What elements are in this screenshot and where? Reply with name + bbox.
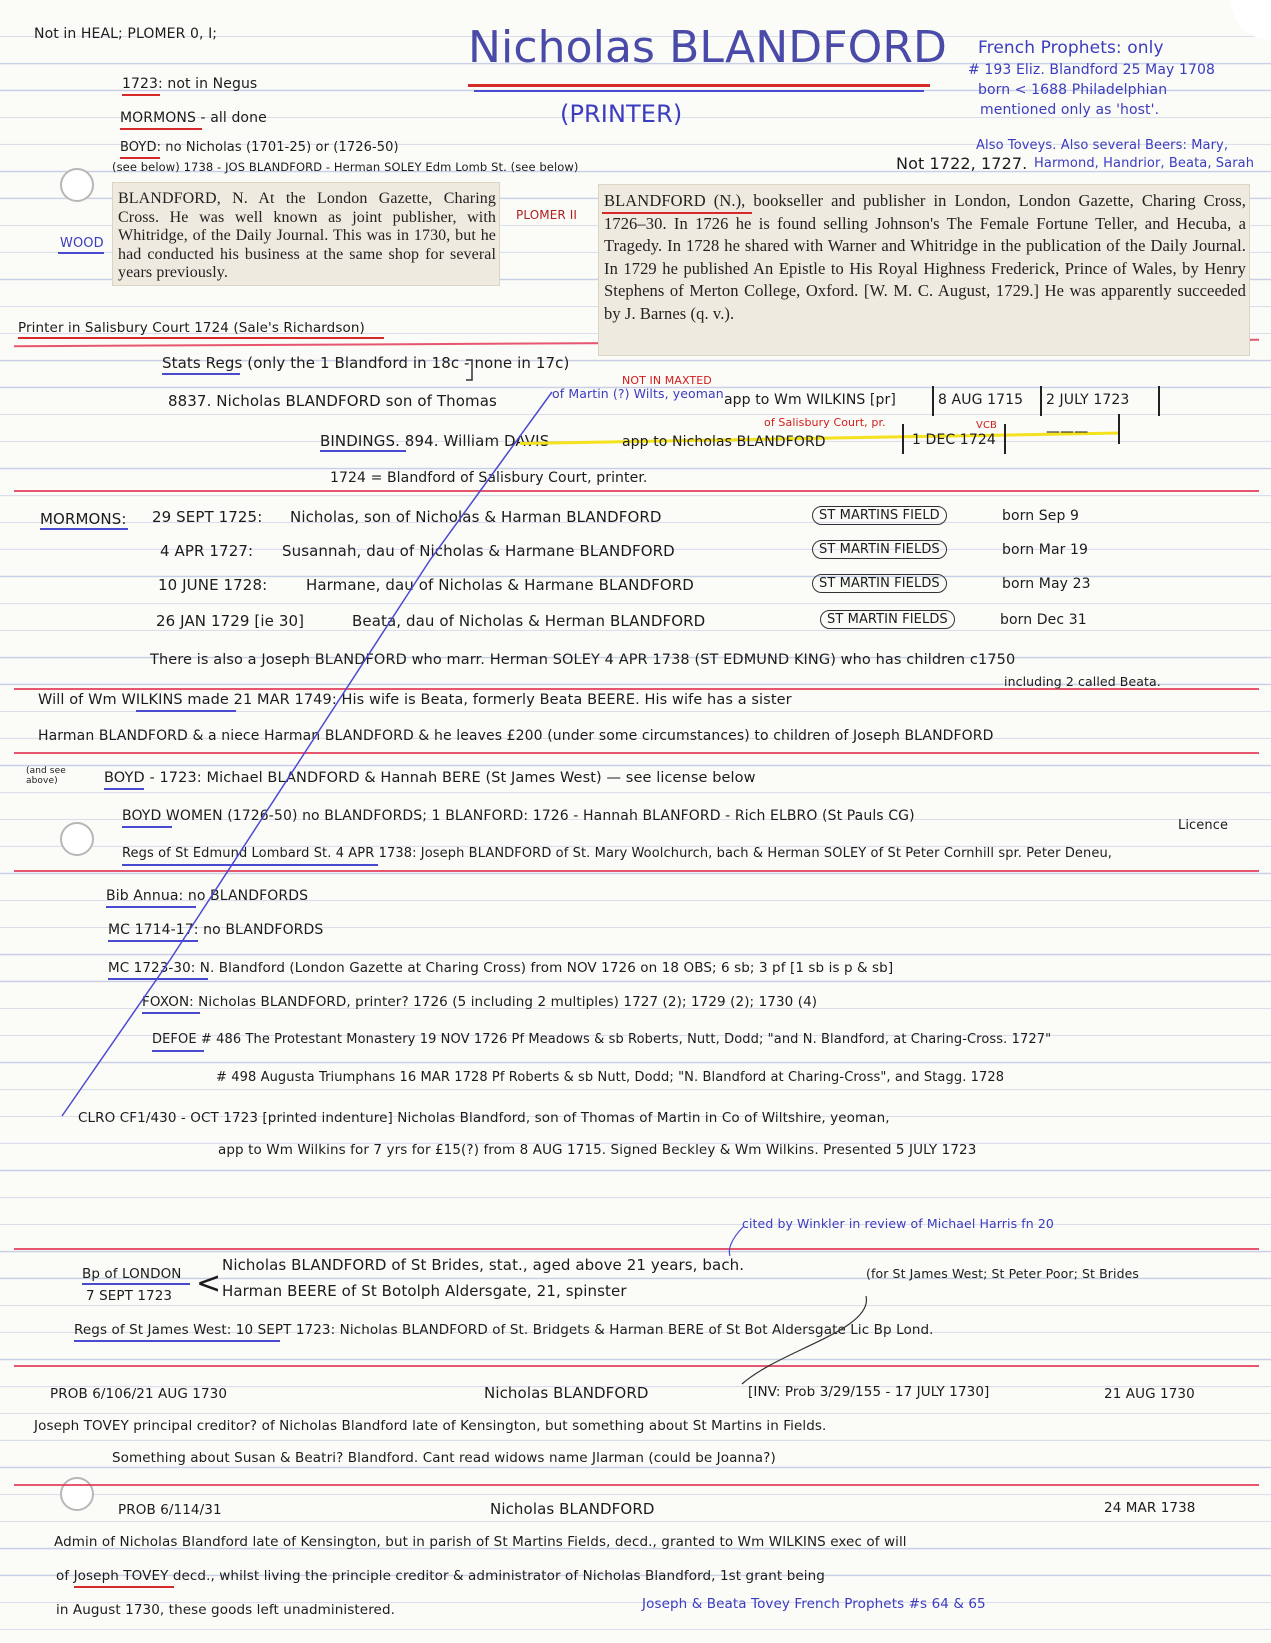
clro-line-2: app to Wm Wilkins for 7 yrs for £15(?) from 8 AUG 1715. Signed Beckley & Wm Wilkins. Presented 5 JULY 1723 <box>218 1142 977 1158</box>
clro-line-1: CLRO CF1/430 - OCT 1723 [printed indenture] Nicholas Blandford, son of Thomas of Martin in Co of Wiltshire, yeoman, <box>78 1110 890 1126</box>
bindings-dash: ——— <box>1046 424 1089 440</box>
prob1-line-2: Something about Susan & Beatri? Blandford. Cant read widows name Jlarman (could be Joanna?) <box>112 1450 776 1466</box>
mormon-row-3-place: ST MARTIN FIELDS <box>812 574 947 593</box>
stats-row1-date-2: 2 JULY 1723 <box>1046 392 1130 408</box>
mormon-row-4-born: born Dec 31 <box>1000 612 1087 628</box>
mormon-row-1-place: ST MARTINS FIELD <box>812 506 947 525</box>
plomer-label: PLOMER II <box>516 208 578 222</box>
wood-clipping-text: BLANDFORD, N. At the London Gazette, Charing Cross. He was well known as joint publisher, with Whitridge, of the Daily Journal. This was in 1730, but he had conducted his business at the same shop for several years previously. <box>118 190 496 281</box>
also-names-note: Harmond, Handrior, Beata, Sarah <box>1034 156 1255 171</box>
bib-annua-line: Bib Annua: no BLANDFORDS <box>106 888 309 904</box>
prob1-ref: PROB 6/106/21 AUG 1730 <box>50 1386 228 1402</box>
prob2-tovey-note: Joseph & Beata Tovey French Prophets #s 64 & 65 <box>642 1596 986 1612</box>
mormon-row-1-text: Nicholas, son of Nicholas & Harman BLANDFORD <box>290 508 662 526</box>
page-subtitle: (PRINTER) <box>560 100 683 128</box>
boyd-1723-line: BOYD - 1723: Michael BLANDFORD & Hannah BERE (St James West) — see license below <box>104 770 756 786</box>
boyd-women-line: BOYD WOMEN (1726-50) no BLANDFORDS; 1 BLANFORD: 1726 - Hannah BLANFORD - Rich ELBRO (St Pauls CG) <box>122 808 915 824</box>
bindings-vcb: VCB <box>976 420 997 431</box>
french-prophets-line-3: born < 1688 Philadelphian <box>978 82 1168 98</box>
mc1714-line: MC 1714-17: no BLANDFORDS <box>108 922 324 938</box>
bindings-insert: of Salisbury Court, pr. <box>764 416 886 429</box>
stats-row1-apprentice: app to Wm WILKINS [pr] <box>724 392 896 408</box>
bp-london-brace: < <box>196 1266 222 1301</box>
french-prophets-line-2: # 193 Eliz. Blandford 25 May 1708 <box>968 62 1215 78</box>
bp-london-line-2: Harman BEERE of St Botolph Aldersgate, 21, spinster <box>222 1282 627 1300</box>
mormon-row-1-born: born Sep 9 <box>1002 508 1080 524</box>
will-line-2: Harman BLANDFORD & a niece Harman BLANDFORD & he leaves £200 (under some circumstances) to children of Joseph BLANDFORD <box>38 728 994 744</box>
see-below-note: (see below) 1738 - JOS BLANDFORD - Herman SOLEY Edm Lomb St. (see below) <box>112 160 579 174</box>
mormon-row-4-place: ST MARTIN FIELDS <box>820 610 955 629</box>
french-prophets-heading: French Prophets: only <box>978 38 1164 58</box>
bindings-entry: BINDINGS. 894. William DAVIS <box>320 432 550 450</box>
prob2-line-1: Admin of Nicholas Blandford late of Kensington, but in parish of St Martins Fields, decd., granted to Wm WILKINS exec of will <box>54 1534 907 1550</box>
stats-row1-date-1: 8 AUG 1715 <box>938 392 1024 408</box>
not-years-note: Not 1722, 1727. <box>896 154 1028 173</box>
page-title: Nicholas BLANDFORD <box>468 22 948 73</box>
mc1723-line: MC 1723-30: N. Blandford (London Gazette at Charing Cross) from NOV 1726 on 18 OBS; 6 sb; 3 pf [1 sb is p & sb] <box>108 960 894 976</box>
regs-james-line: Regs of St James West: 10 SEPT 1723: Nicholas BLANDFORD of St. Bridgets & Harman BERE of St Bot Aldersgate Lic Bp Lond. <box>74 1322 934 1338</box>
licence-note: Licence <box>1178 818 1229 833</box>
stats-regs-heading: Stats Regs (only the 1 Blandford in 18c - none in 17c) <box>162 354 570 372</box>
also-toveys-note: Also Toveys. Also several Beers: Mary, <box>976 138 1229 153</box>
stats-row1-entry: 8837. Nicholas BLANDFORD son of Thomas <box>168 392 497 410</box>
mormon-row-4-date: 26 JAN 1729 [ie 30] <box>156 612 305 630</box>
will-line-1: Will of Wm WILKINS made 21 MAR 1749: His wife is Beata, formerly Beata BEERE. His wife has a sister <box>38 692 792 708</box>
mormon-row-3-date: 10 JUNE 1728: <box>158 576 268 594</box>
boyd-note: BOYD: no Nicholas (1701-25) or (1726-50) <box>120 140 399 155</box>
clro-connector-line <box>62 392 552 1116</box>
stats-row1-insert: of Martin (?) Wilts, yeoman <box>552 386 724 401</box>
winkler-note: cited by Winkler in review of Michael Harris fn 20 <box>742 1216 1054 1231</box>
mormon-row-3-born: born May 23 <box>1002 576 1091 592</box>
mormons-done-note: MORMONS - all done <box>120 110 267 126</box>
bp-london-parishes: (for St James West; St Peter Poor; St Brides <box>866 1266 1140 1281</box>
mormon-row-2-place: ST MARTIN FIELDS <box>812 540 947 559</box>
mormon-row-2-text: Susannah, dau of Nicholas & Harmane BLANDFORD <box>282 542 675 560</box>
bindings-apprentice: app to Nicholas BLANDFORD <box>622 434 826 450</box>
prob2-ref: PROB 6/114/31 <box>118 1502 222 1518</box>
defoe-486-line: DEFOE # 486 The Protestant Monastery 19 NOV 1726 Pf Meadows & sb Roberts, Nutt, Dodd; "and N. Blandford, at Charing-Cross. 1727" <box>152 1032 1052 1047</box>
mormon-row-2-date: 4 APR 1727: <box>160 542 254 560</box>
mormon-row-3-text: Harmane, dau of Nicholas & Harmane BLANDFORD <box>306 576 694 594</box>
including-beata-note: including 2 called Beata. <box>1004 674 1161 689</box>
prob1-name: Nicholas BLANDFORD <box>484 1384 649 1402</box>
top-left-note: Not in HEAL; PLOMER 0, I; <box>34 26 218 42</box>
wood-label: WOOD <box>60 236 104 251</box>
prob1-line-1: Joseph TOVEY principal creditor? of Nicholas Blandford late of Kensington, but something about St Martins in Fields. <box>34 1418 827 1434</box>
printer-salisbury-line: Printer in Salisbury Court 1724 (Sale's Richardson) <box>18 320 365 336</box>
stats-bracket <box>466 360 472 380</box>
bp-london-date: 7 SEPT 1723 <box>86 1288 173 1304</box>
defoe-498-line: # 498 Augusta Triumphans 16 MAR 1728 Pf Roberts & sb Nutt, Dodd; "N. Blandford at Charing-Cross", and Stagg. 1728 <box>216 1070 1005 1085</box>
and-see-above-note: (and see above) <box>26 766 66 786</box>
bp-london-line-1: Nicholas BLANDFORD of St Brides, stat., aged above 21 years, bach. <box>222 1256 745 1274</box>
negus-note: 1723: not in Negus <box>122 76 258 92</box>
regs-edmund-line: Regs of St Edmund Lombard St. 4 APR 1738: Joseph BLANDFORD of St. Mary Woolchurch, bach & Herman SOLEY of St Peter Cornhill spr. Peter Deneu, <box>122 846 1113 861</box>
prob2-line-3: in August 1730, these goods left unadministered. <box>56 1602 396 1618</box>
mormon-row-4-text: Beata, dau of Nicholas & Herman BLANDFORD <box>352 612 706 630</box>
mormon-row-1-date: 29 SEPT 1725: <box>152 508 263 526</box>
prob2-date: 24 MAR 1738 <box>1104 1500 1196 1516</box>
prob2-name: Nicholas BLANDFORD <box>490 1500 655 1518</box>
not-in-maxted-note: NOT IN MAXTED <box>622 374 712 387</box>
salisbury-court-line: 1724 = Blandford of Salisbury Court, printer. <box>330 470 648 486</box>
also-joseph-line: There is also a Joseph BLANDFORD who marr. Herman SOLEY 4 APR 1738 (ST EDMUND KING) who has children c1750 <box>150 652 1016 668</box>
inv-connector-line <box>742 1296 866 1384</box>
prob2-line-2: of Joseph TOVEY decd., whilst living the principle creditor & administrator of Nicholas Blandford, 1st grant being <box>56 1568 825 1584</box>
foxon-line: FOXON: Nicholas BLANDFORD, printer? 1726 (5 including 2 multiples) 1727 (2); 1729 (2); 1730 (4) <box>142 994 818 1010</box>
prob1-date: 21 AUG 1730 <box>1104 1386 1195 1402</box>
mormon-row-2-born: born Mar 19 <box>1002 542 1089 558</box>
bindings-date: 1 DEC 1724 <box>912 432 996 448</box>
prob1-inventory: [INV: Prob 3/29/155 - 17 JULY 1730] <box>748 1384 990 1400</box>
winkler-connector-line <box>729 1226 744 1256</box>
plomer-clipping-text: BLANDFORD (N.), bookseller and publisher in London, London Gazette, Charing Cross, 1726–30. In 1726 he is found selling Johnson's The Female Fortune Teller, and Hecuba, a Tragedy. In 1728 he shared with Warner and Whitridge in the publication of the Daily Journal. In 1729 he published An Epistle to His Royal Highness Frederick, Prince of Wales, by Henry Stephens of Merton College, Oxford. [W. M. C. August, 1729.] He was apparently succeeded by J. Barnes (q. v.). <box>604 191 1246 323</box>
mormons-heading: MORMONS: <box>40 510 127 528</box>
french-prophets-line-4: mentioned only as 'host'. <box>980 102 1160 118</box>
bp-london-label: Bp of LONDON <box>82 1266 182 1282</box>
